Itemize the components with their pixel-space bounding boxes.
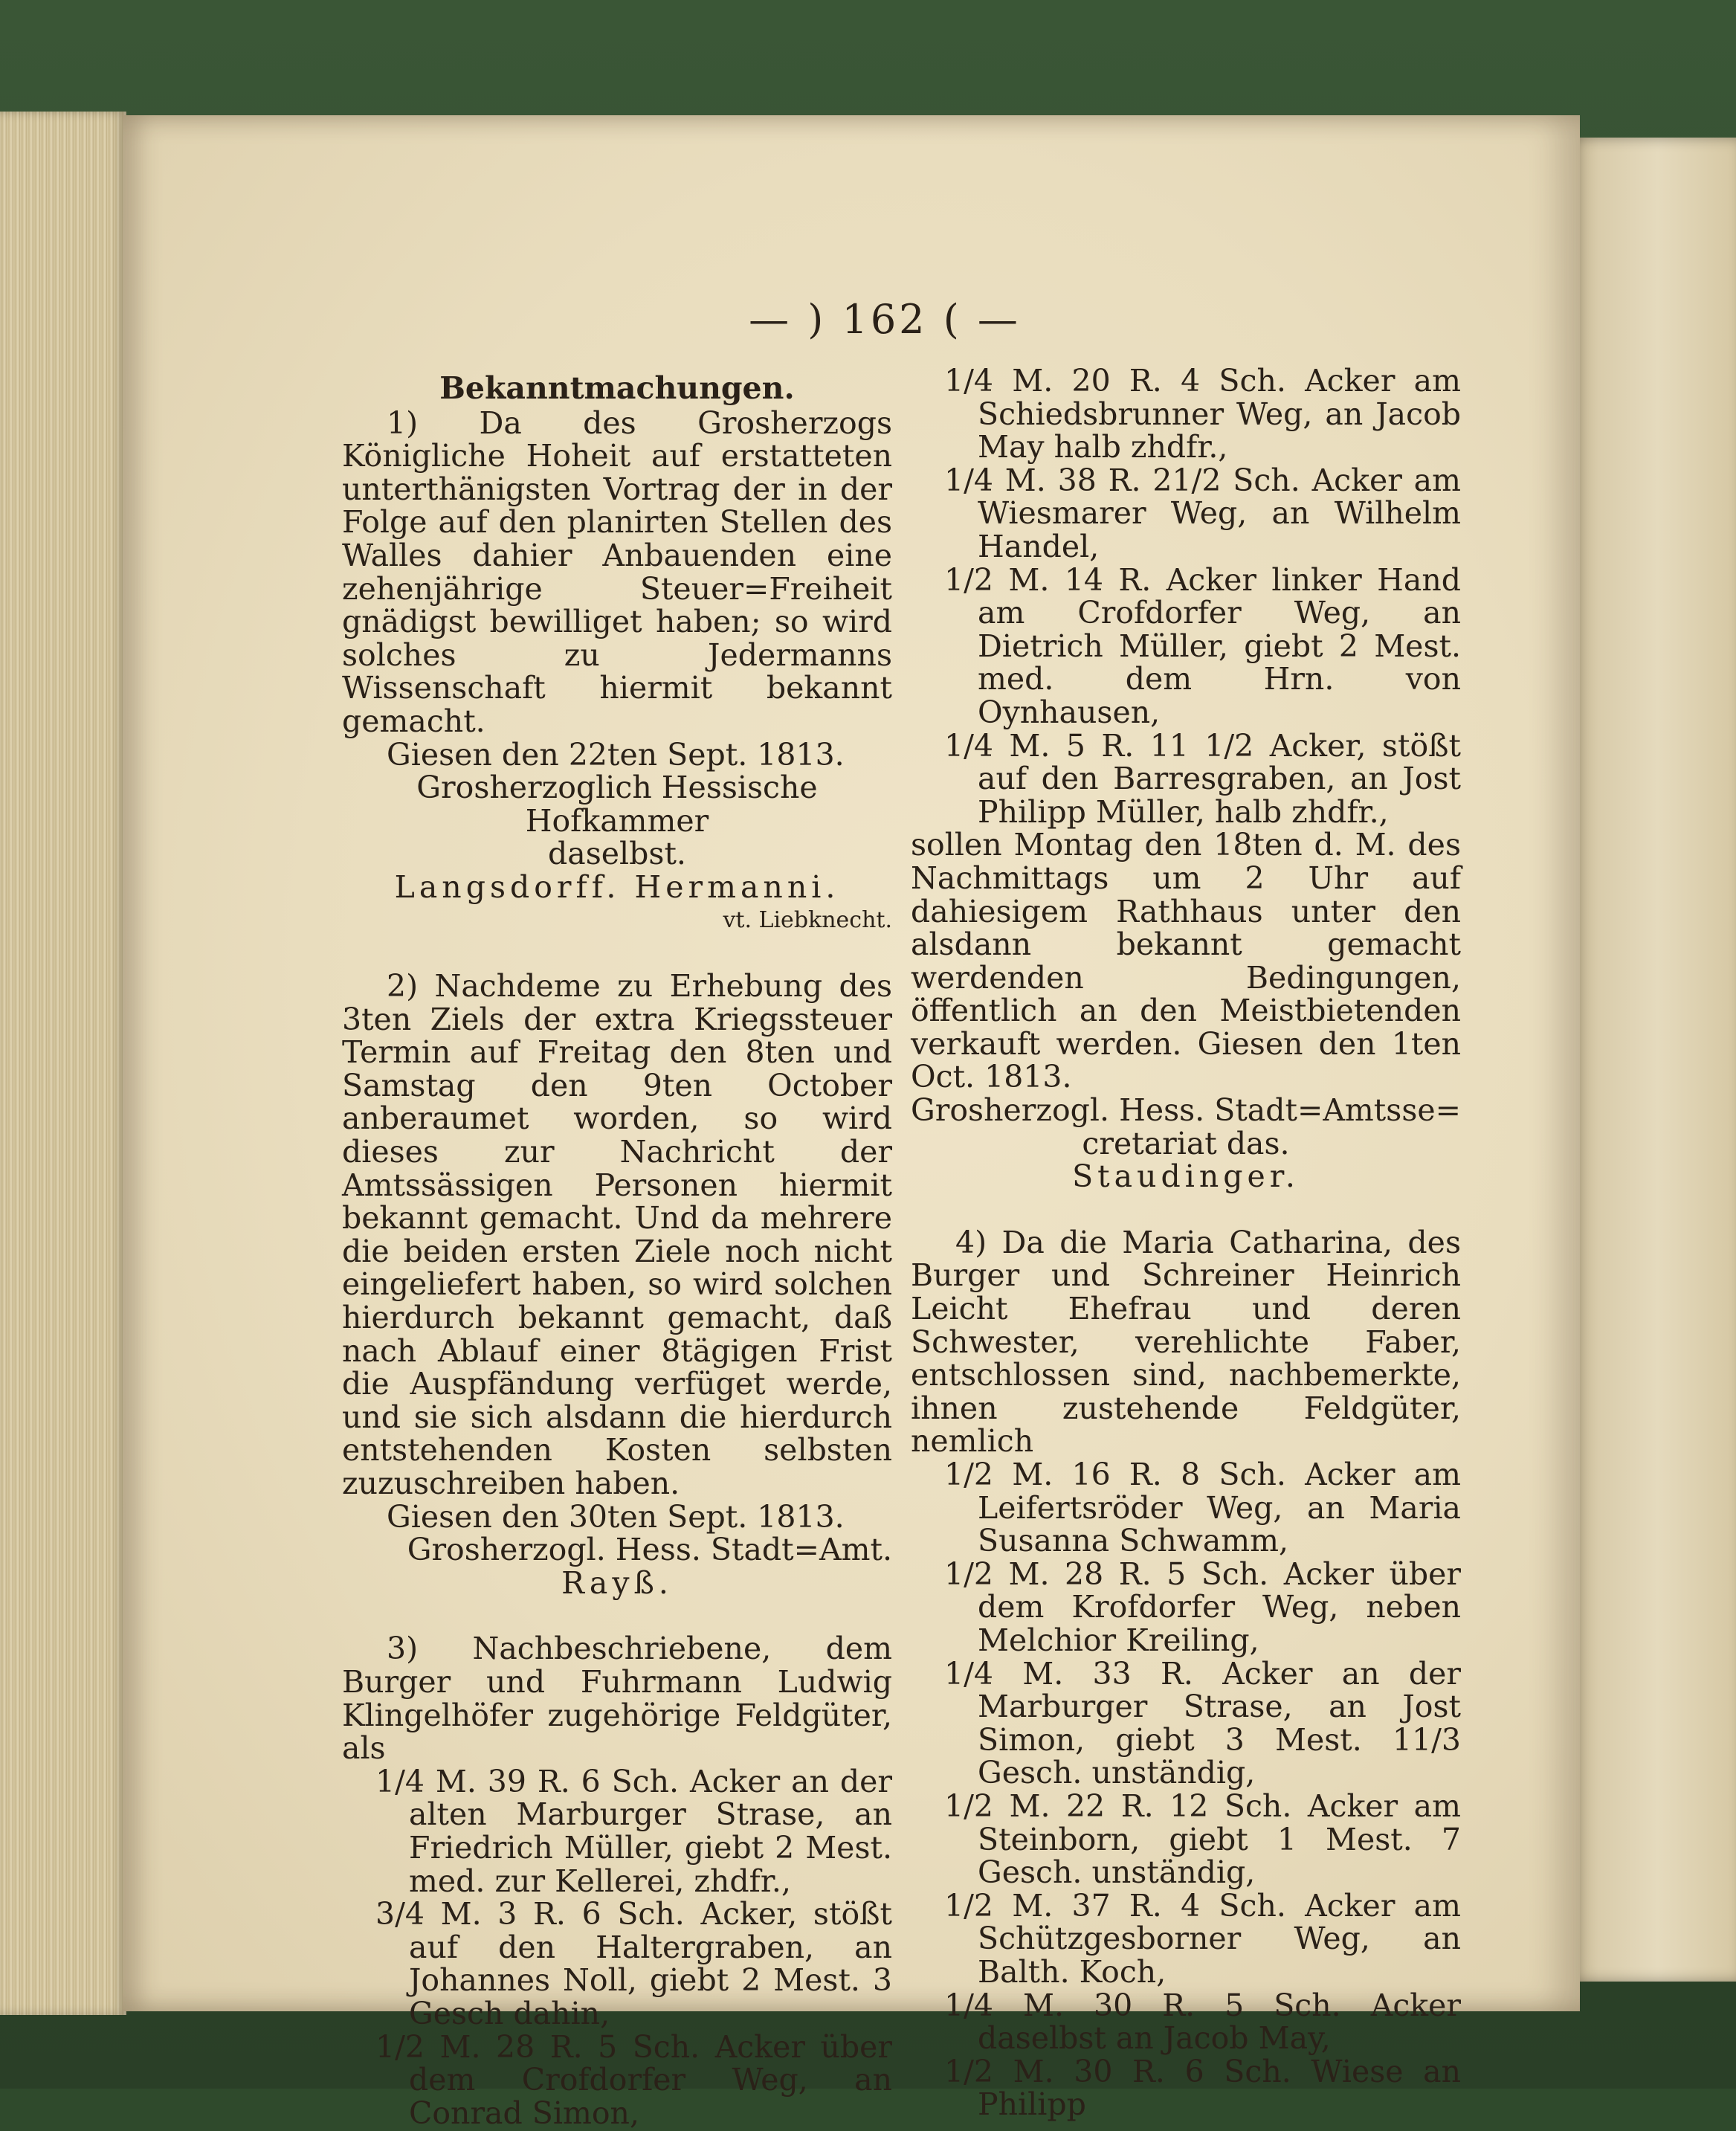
notice-3-authority: Grosherzogl. Hess. Stadt=Amtsse=: [911, 1092, 1461, 1129]
notice-1-date: Giesen den 22ten Sept. 1813.: [387, 736, 845, 773]
spacer: [342, 1599, 892, 1632]
notice-1-body: 1) Da des Grosherzogs Königliche Hoheit auf erstatteten unterthänigsten Vortrag der in der Folge auf den planirten Stellen des Walles dahier Anbauenden eine zehenjährige Steuer=Freiheit gnädigst bewilliget haben; so wird solches zu Jedermanns Wissenschaft hiermit bekannt gemacht.: [342, 404, 892, 739]
notice-2-signature: Rayß.: [561, 1564, 673, 1601]
page-edges-left: [0, 112, 126, 2015]
notice-2-body: 2) Nachdeme zu Erhebung des 3ten Ziels der extra Kriegssteuer Termin auf Freitag den 8ten und Samstag den 9ten October anberaumet worden, so wird dieses zur Nachricht der Amtssässigen Personen hiermit bekannt gemacht. Und da mehrere die beiden ersten Ziele noch nicht eingeliefert haben, so wird solchen hierdurch bekannt gemacht, daß nach Ablauf einer 8tägigen Frist die Auspfändung verfüget werde, und sie sich alsdann die hierdurch entstehenden Kosten selbsten zuzuschreiben haben.: [342, 968, 892, 1501]
notice-3-item: 1/2 M. 14 R. Acker linker Hand am Crofdorfer Weg, an Dietrich Müller, giebt 2 Mest. med. dem Hrn. von Oynhausen,: [944, 561, 1461, 730]
notice-4-item: 1/2 M. 16 R. 8 Sch. Acker am Leifertsröder Weg, an Maria Susanna Schwamm,: [944, 1457, 1461, 1559]
notice-4-item: 1/2 M. 37 R. 4 Sch. Acker am Schützgesborner Weg, an Balth. Koch,: [944, 1887, 1461, 1990]
notice-3-item: 3/4 M. 3 R. 6 Sch. Acker, stößt auf den Haltergraben, an Johannes Noll, giebt 2 Mest. 3 Gesch dahin,: [375, 1896, 892, 2031]
notice-3-item: 1/4 M. 38 R. 21/2 Sch. Acker am Wiesmarer Weg, an Wilhelm Handel,: [944, 462, 1461, 564]
notice-3-item: 1/4 M. 39 R. 6 Sch. Acker an der alten Marburger Strase, an Friedrich Müller, giebt 2 Mest. med. zur Kellerei, zhdfr.,: [375, 1763, 892, 1899]
notice-3-authority-cont: cretariat das.: [1082, 1125, 1290, 1161]
notice-4-item: 1/4 M. 30 R. 5 Sch. Acker daselbst an Jacob May,: [944, 1987, 1461, 2057]
right-column: [911, 364, 1461, 2121]
notice-1-authority: Grosherzoglich Hessische Hofkammer: [416, 770, 818, 839]
section-heading: Bekanntmachungen.: [439, 370, 795, 406]
notice-3-signature: Staudinger.: [1072, 1158, 1300, 1195]
notice-4-intro: 4) Da die Maria Catharina, des Burger und Schreiner Heinrich Leicht Ehefrau und deren Schwester, verehlichte Faber, entschlossen sind, nachbemerkte, ihnen zustehende Feldgüter, nemlich: [911, 1224, 1461, 1460]
spacer: [911, 1193, 1461, 1226]
notice-3-item: 1/2 M. 28 R. 5 Sch. Acker über dem Crofdorfer Weg, an Conrad Simon,: [375, 2028, 892, 2131]
page-number: — ) 162 ( —: [749, 296, 1021, 343]
notice-3-item: 1/4 M. 5 R. 11 1/2 Acker, stößt auf den Barresgraben, an Jost Philipp Müller, halb zhdfr.,: [944, 727, 1461, 830]
notice-1-signatures: Langsdorff. Hermanni.: [394, 868, 840, 905]
notice-2-authority: Grosherzogl. Hess. Stadt=Amt.: [407, 1532, 892, 1568]
spacer: [342, 937, 892, 970]
notice-4-item: 1/2 M. 30 R. 6 Sch. Wiese an Philipp: [944, 2053, 1461, 2123]
left-column: [342, 372, 892, 2130]
notice-3-intro: 3) Nachbeschriebene, dem Burger und Fuhrmann Ludwig Klingelhöfer zugehörige Feldgüter, als: [342, 1631, 892, 1767]
notice-1-authority-place: daselbst.: [548, 836, 686, 872]
notice-1-note: vt. Liebknecht.: [723, 906, 892, 933]
notice-3-item: 1/4 M. 20 R. 4 Sch. Acker am Schiedsbrunner Weg, an Jacob May halb zhdfr.,: [944, 363, 1461, 465]
notice-3-closing: sollen Montag den 18ten d. M. des Nachmittags um 2 Uhr auf dahiesigem Rathhaus unter den alsdann bekannt gemacht werdenden Bedingungen, öffentlich an den Meistbietenden verkauft werden. Giesen den 1ten Oct. 1813.: [911, 827, 1461, 1095]
notice-4-item: 1/2 M. 28 R. 5 Sch. Acker über dem Krofdorfer Weg, neben Melchior Kreiling,: [944, 1555, 1461, 1658]
notice-2-date: Giesen den 30ten Sept. 1813.: [387, 1498, 845, 1535]
notice-4-item: 1/2 M. 22 R. 12 Sch. Acker am Steinborn, giebt 1 Mest. 7 Gesch. unständig,: [944, 1787, 1461, 1891]
facing-page-edge: [1569, 138, 1736, 1982]
notice-4-item: 1/4 M. 33 R. Acker an der Marburger Strase, an Jost Simon, giebt 3 Mest. 11/3 Gesch. unständig,: [944, 1655, 1461, 1791]
